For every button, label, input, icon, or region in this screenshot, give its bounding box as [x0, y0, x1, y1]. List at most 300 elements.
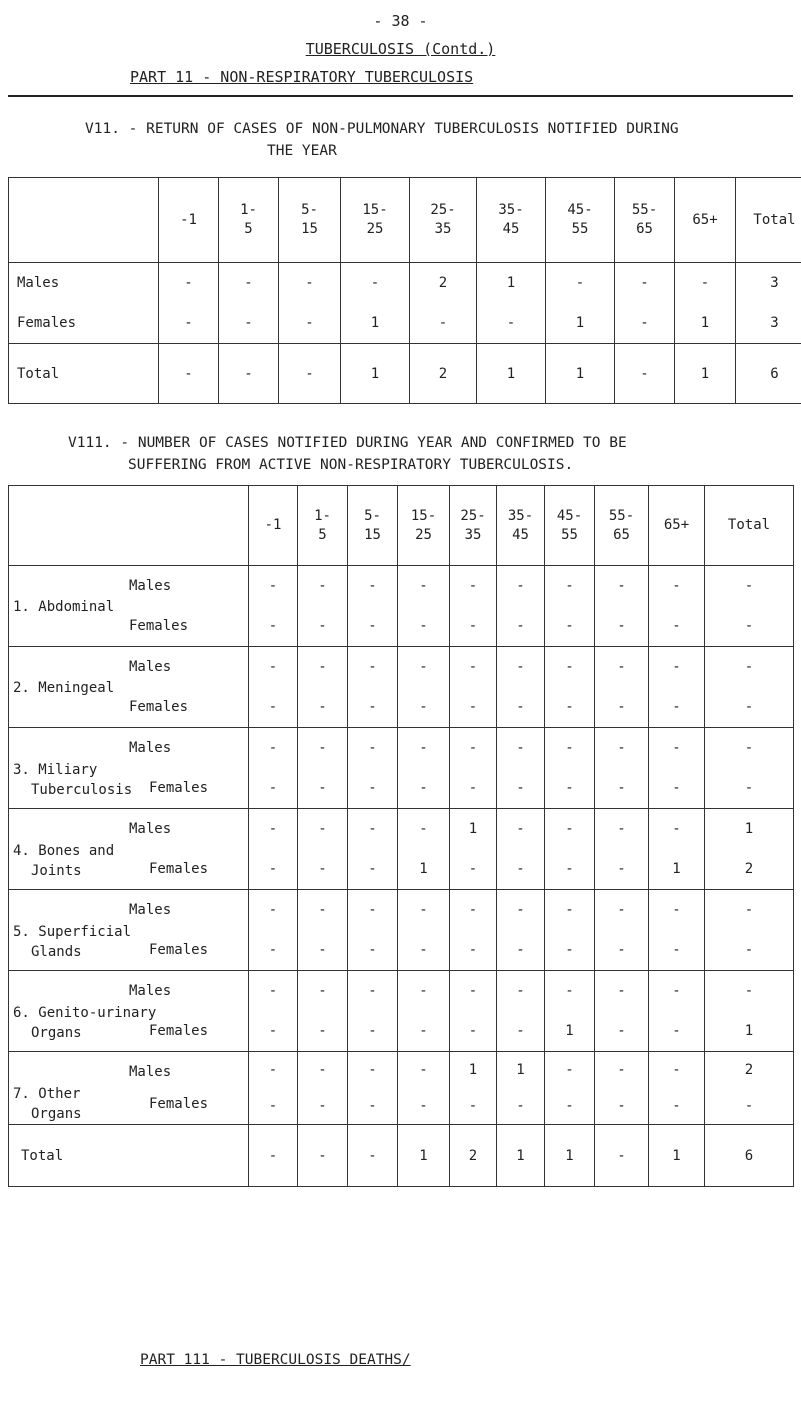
section8-group-label: [9, 890, 249, 971]
divider: [8, 95, 793, 97]
table-cell: -: [318, 1098, 327, 1114]
section8-cell-pair: [348, 566, 398, 647]
table-cell: -: [268, 942, 278, 958]
table-cell: 3: [770, 315, 779, 331]
section8-group-label: [9, 728, 249, 809]
group-name: 2. Meningeal: [13, 680, 115, 696]
table-cell: -: [368, 578, 377, 594]
table-cell: 2: [410, 344, 477, 404]
table-cell: -: [468, 902, 478, 918]
section8-cell-pair: [705, 728, 794, 809]
table-cell: -: [744, 618, 754, 634]
males-label: Males: [129, 983, 172, 999]
table-cell: -: [268, 618, 278, 634]
section8-cell-pair: [545, 1052, 595, 1125]
table-cell: -: [268, 1098, 278, 1114]
footer-continuation: PART 111 - TUBERCULOSIS DEATHS/: [140, 1352, 411, 1368]
table-cell: 6: [736, 344, 801, 404]
table-cell: -: [368, 618, 377, 634]
table-cell: 2: [744, 861, 754, 877]
group-name: 3. Miliary: [13, 762, 98, 778]
section8-cell-pair: [497, 728, 545, 809]
section8-cell-pair: [595, 728, 649, 809]
section8-cell-pair: [249, 728, 298, 809]
col-header-line: 5: [244, 221, 253, 237]
table-cell: -: [368, 659, 377, 675]
table-cell: -: [368, 1062, 377, 1078]
section8-title-line1: V111. - NUMBER OF CASES NOTIFIED DURING YEAR AND CONFIRMED TO BE: [68, 435, 627, 451]
col-header-line: 15-: [410, 507, 437, 524]
part-heading: PART 11 - NON-RESPIRATORY TUBERCULOSIS: [130, 68, 474, 86]
section8-group-row: [9, 809, 794, 890]
table-cell: -: [516, 942, 525, 958]
section8-col-header: [705, 486, 794, 566]
table-cell: -: [700, 275, 710, 291]
section8-cell-pair: [450, 647, 497, 728]
table-cell: -: [368, 740, 377, 756]
section7-col-header: [279, 178, 341, 263]
section7-col-header: [410, 178, 477, 263]
page-number: - 38 -: [373, 12, 428, 30]
section8-cell-pair: [398, 890, 450, 971]
table-cell: -: [516, 740, 525, 756]
group-name: 6. Genito-urinary: [13, 1005, 157, 1021]
col-header-line: 35: [464, 526, 482, 543]
table-cell: -: [565, 740, 574, 756]
section8-col-header: [450, 486, 497, 566]
table-cell: 1: [744, 821, 754, 837]
table-cell: -: [419, 1062, 428, 1078]
section7-col-header: [736, 178, 801, 263]
table-cell: -: [419, 618, 428, 634]
section8-cell-pair: [298, 890, 348, 971]
table-cell: 1: [565, 1023, 574, 1039]
table-cell: 2: [450, 1125, 497, 1187]
section8-cell-pair: [398, 809, 450, 890]
section8-cell-pair: [649, 728, 705, 809]
table-cell: 1: [672, 861, 681, 877]
table-cell: -: [617, 902, 626, 918]
col-header-line: 45: [512, 526, 529, 543]
table-cell: -: [617, 578, 626, 594]
section8-cell-pair: [595, 566, 649, 647]
section8-cell-pair: [249, 890, 298, 971]
group-name-cont: Tuberculosis: [31, 782, 133, 798]
col-header-line: 1-: [314, 507, 331, 524]
table-cell: -: [672, 780, 681, 796]
table-cell: -: [268, 861, 278, 877]
col-header-line: 55: [571, 221, 589, 237]
table-cell: 3: [770, 275, 779, 291]
table-cell: 1: [497, 1125, 545, 1187]
table-cell: -: [468, 659, 478, 675]
table-cell: -: [744, 699, 754, 715]
section8-cell-pair: [705, 566, 794, 647]
section8-col-header: [595, 486, 649, 566]
table-cell: 1: [468, 821, 478, 837]
table-cell: -: [419, 1098, 428, 1114]
table-cell: -: [268, 902, 278, 918]
table-cell: -: [744, 659, 754, 675]
table-cell: -: [565, 659, 574, 675]
table-cell: -: [368, 821, 377, 837]
col-header-line: 5: [318, 526, 327, 543]
section7-cell-pair: [477, 263, 546, 344]
section8-title-line2: SUFFERING FROM ACTIVE NON-RESPIRATORY TUBERCULOSIS.: [128, 457, 574, 473]
section8-cell-pair: [249, 809, 298, 890]
section7-cell-pair: [615, 263, 675, 344]
table-cell: -: [672, 1062, 681, 1078]
section8-cell-pair: [450, 890, 497, 971]
table-cell: 1: [675, 344, 736, 404]
col-header-line: 55-: [608, 507, 635, 524]
section8-col-header: [545, 486, 595, 566]
table-cell: -: [595, 1125, 649, 1187]
table-cell: -: [468, 983, 478, 999]
section8-group-row: [9, 728, 794, 809]
table-cell: -: [268, 578, 278, 594]
table-cell: -: [368, 1023, 377, 1039]
col-header-line: 15: [301, 221, 318, 237]
section8-group-label: [9, 1052, 249, 1125]
page-heading: TUBERCULOSIS (Contd.): [305, 40, 496, 58]
table-cell: -: [565, 578, 574, 594]
males-label: Males: [129, 821, 172, 837]
col-header-line: 45-: [567, 202, 593, 218]
table-cell: -: [318, 699, 327, 715]
section7-cell-pair: [410, 263, 477, 344]
table-cell: -: [744, 740, 754, 756]
table-cell: 1: [370, 315, 380, 331]
col-header-line: 55-: [631, 202, 658, 218]
table-cell: -: [268, 659, 278, 675]
col-header-line: 5-: [364, 507, 381, 524]
row-label: Females: [17, 315, 77, 331]
table-cell: -: [516, 902, 525, 918]
group-name-cont: Glands: [31, 944, 82, 960]
section7-col-header: [341, 178, 410, 263]
females-label: Females: [149, 780, 209, 796]
section8-cell-pair: [398, 647, 450, 728]
table-cell: -: [184, 315, 193, 331]
table-cell: -: [672, 699, 681, 715]
table-cell: 1: [649, 1125, 705, 1187]
table-cell: -: [617, 1062, 626, 1078]
table-cell: -: [640, 275, 649, 291]
col-header-line: 35-: [507, 507, 534, 524]
table-cell: -: [565, 983, 574, 999]
section8-col-header: [398, 486, 450, 566]
section8-cell-pair: [497, 1052, 545, 1125]
table-cell: -: [617, 780, 626, 796]
group-name: 5. Superficial: [13, 924, 132, 940]
section7-title-line1: V11. - RETURN OF CASES OF NON-PULMONARY TUBERCULOSIS NOTIFIED DURING: [85, 121, 679, 137]
section8-cell-pair: [398, 566, 450, 647]
section8-cell-pair: [298, 566, 348, 647]
col-header-line: 65+: [692, 211, 718, 228]
section8-cell-pair: [398, 1052, 450, 1125]
table-cell: 1: [398, 1125, 450, 1187]
col-header-line: 35: [434, 221, 452, 237]
table-cell: -: [617, 861, 626, 877]
section8-table: [8, 485, 794, 1187]
males-label: Males: [129, 740, 172, 756]
table-cell: -: [268, 699, 278, 715]
section8-cell-pair: [298, 728, 348, 809]
table-cell: -: [468, 1023, 478, 1039]
table-cell: -: [159, 344, 219, 404]
table-cell: -: [419, 659, 428, 675]
section7-col-header: [219, 178, 279, 263]
section7-total-row: [9, 344, 801, 404]
col-header-line: 65: [613, 526, 630, 543]
table-cell: -: [268, 1023, 278, 1039]
males-label: Males: [129, 578, 172, 594]
table-cell: -: [318, 659, 327, 675]
section8-header-row: [9, 486, 794, 566]
section7-cell-pair: [341, 263, 410, 344]
section8-cell-pair: [649, 647, 705, 728]
section8-cell-pair: [649, 971, 705, 1052]
table-cell: -: [219, 344, 279, 404]
section8-group-label: [9, 971, 249, 1052]
table-cell: 1: [516, 1062, 525, 1078]
table-cell: -: [419, 699, 428, 715]
table-cell: 6: [705, 1125, 794, 1187]
table-cell: 1: [546, 344, 615, 404]
group-name: 4. Bones and: [13, 843, 115, 859]
col-header-line: 45-: [556, 507, 583, 524]
table-cell: -: [468, 578, 478, 594]
col-header-line: 45: [502, 221, 520, 237]
table-cell: -: [617, 699, 626, 715]
table-cell: -: [184, 275, 193, 291]
section7-title: [85, 118, 679, 162]
section8-cell-pair: [705, 647, 794, 728]
table-cell: -: [468, 942, 478, 958]
section8-total-label: Total: [9, 1125, 249, 1187]
section8-cell-pair: [298, 647, 348, 728]
table-cell: -: [516, 618, 525, 634]
table-cell: 2: [744, 1062, 754, 1078]
females-label: Females: [149, 1096, 209, 1112]
section8-title: [68, 432, 627, 476]
section8-cell-pair: [649, 890, 705, 971]
section8-group-row: [9, 971, 794, 1052]
table-cell: 1: [506, 275, 516, 291]
table-cell: -: [617, 659, 626, 675]
table-cell: 1: [545, 1125, 595, 1187]
table-cell: -: [516, 861, 525, 877]
section7-table: [8, 177, 801, 404]
section8-cell-pair: [249, 647, 298, 728]
table-cell: -: [244, 275, 253, 291]
col-header-line: -1: [264, 517, 282, 533]
section8-col-header: [348, 486, 398, 566]
table-cell: -: [744, 902, 754, 918]
table-cell: -: [368, 780, 377, 796]
section7-cell-pair: [159, 263, 219, 344]
group-name: 1. Abdominal: [13, 599, 115, 615]
table-cell: -: [318, 1023, 327, 1039]
table-cell: -: [617, 740, 626, 756]
table-cell: -: [617, 942, 626, 958]
col-header-line: Total: [753, 211, 796, 228]
section8-cell-pair: [705, 890, 794, 971]
section8-col-header: [649, 486, 705, 566]
col-header-line: 5-: [301, 202, 318, 218]
table-cell: -: [516, 780, 525, 796]
section8-cell-pair: [249, 1052, 298, 1125]
section8-cell-pair: [705, 971, 794, 1052]
section8-cell-pair: [450, 1052, 497, 1125]
table-cell: -: [419, 1023, 428, 1039]
table-cell: -: [419, 902, 428, 918]
table-cell: 1: [419, 861, 428, 877]
table-cell: 1: [468, 1062, 478, 1078]
table-cell: -: [268, 821, 278, 837]
section8-cell-pair: [595, 1052, 649, 1125]
table-cell: -: [468, 740, 478, 756]
group-name-cont: Joints: [31, 863, 82, 879]
table-cell: -: [368, 983, 377, 999]
section8-group-label: [9, 809, 249, 890]
table-cell: -: [318, 578, 327, 594]
section8-cell-pair: [595, 647, 649, 728]
section8-cell-pair: [348, 647, 398, 728]
table-cell: 2: [438, 275, 448, 291]
section8-cell-pair: [450, 728, 497, 809]
table-cell: -: [565, 618, 574, 634]
table-cell: -: [565, 699, 574, 715]
table-cell: -: [565, 780, 574, 796]
table-cell: -: [298, 1125, 348, 1187]
section7-col-header: [546, 178, 615, 263]
table-cell: -: [672, 983, 681, 999]
table-cell: -: [438, 315, 448, 331]
table-cell: -: [617, 1098, 626, 1114]
row-label: Males: [17, 275, 60, 291]
col-header-line: 65: [636, 221, 653, 237]
col-header-line: 25: [366, 221, 384, 237]
section8-cell-pair: [705, 809, 794, 890]
table-cell: -: [506, 315, 516, 331]
table-cell: -: [318, 942, 327, 958]
table-cell: -: [468, 861, 478, 877]
section8-cell-pair: [348, 890, 398, 971]
section8-col-header: [249, 486, 298, 566]
section8-group-row: [9, 1052, 794, 1125]
section7-cell-pair: [736, 263, 801, 344]
table-cell: -: [565, 821, 574, 837]
table-cell: -: [468, 699, 478, 715]
section8-cell-pair: [450, 971, 497, 1052]
table-cell: -: [244, 315, 253, 331]
section8-cell-pair: [398, 728, 450, 809]
group-name-cont: Organs: [31, 1106, 82, 1122]
table-cell: -: [575, 275, 585, 291]
table-cell: -: [744, 1098, 754, 1114]
table-cell: 1: [341, 344, 410, 404]
table-cell: -: [617, 821, 626, 837]
table-cell: -: [318, 902, 327, 918]
section7-cell-pair: [546, 263, 615, 344]
table-cell: -: [370, 275, 380, 291]
table-cell: -: [368, 861, 377, 877]
table-cell: -: [419, 578, 428, 594]
section7-title-line2: THE YEAR: [267, 143, 337, 159]
table-cell: -: [305, 315, 314, 331]
table-cell: -: [318, 821, 327, 837]
table-cell: -: [368, 699, 377, 715]
table-cell: -: [617, 618, 626, 634]
table-cell: -: [268, 1062, 278, 1078]
section8-cell-pair: [249, 971, 298, 1052]
females-label: Females: [129, 699, 189, 715]
table-cell: -: [617, 1023, 626, 1039]
section8-cell-pair: [649, 566, 705, 647]
table-cell: 1: [700, 315, 710, 331]
section7-total-label: Total: [9, 344, 159, 404]
table-cell: -: [419, 942, 428, 958]
males-label: Males: [129, 902, 172, 918]
section8-cell-pair: [595, 971, 649, 1052]
section8-cell-pair: [348, 971, 398, 1052]
section7-corner-cell: [9, 178, 159, 263]
males-label: Males: [129, 1064, 172, 1080]
table-cell: -: [672, 659, 681, 675]
females-label: Females: [129, 618, 189, 634]
section8-cell-pair: [497, 566, 545, 647]
females-label: Females: [149, 1023, 209, 1039]
section8-cell-pair: [249, 566, 298, 647]
table-cell: -: [744, 983, 754, 999]
section8-cell-pair: [649, 1052, 705, 1125]
table-cell: -: [617, 983, 626, 999]
table-cell: -: [516, 659, 525, 675]
section8-cell-pair: [545, 647, 595, 728]
col-header-line: Total: [727, 517, 771, 533]
section8-cell-pair: [545, 971, 595, 1052]
section8-group-label: [9, 647, 249, 728]
section8-cell-pair: [348, 728, 398, 809]
table-cell: -: [672, 618, 681, 634]
table-cell: -: [368, 902, 377, 918]
table-cell: -: [268, 780, 278, 796]
table-cell: -: [565, 902, 574, 918]
section8-cell-pair: [497, 971, 545, 1052]
table-cell: -: [744, 942, 754, 958]
table-cell: -: [268, 983, 278, 999]
section8-cell-pair: [398, 971, 450, 1052]
col-header-line: 15: [364, 526, 381, 543]
table-cell: -: [615, 344, 675, 404]
col-header-line: 1-: [240, 202, 257, 218]
table-cell: -: [672, 942, 681, 958]
table-cell: -: [419, 740, 428, 756]
section8-total-row: [9, 1125, 794, 1187]
females-label: Females: [149, 942, 209, 958]
group-name-cont: Organs: [31, 1025, 82, 1041]
section8-group-row: [9, 647, 794, 728]
table-cell: -: [640, 315, 649, 331]
section8-cell-pair: [705, 1052, 794, 1125]
table-cell: -: [268, 740, 278, 756]
section7-col-header: [675, 178, 736, 263]
table-cell: -: [468, 1098, 478, 1114]
section7-col-header: [615, 178, 675, 263]
table-cell: -: [672, 821, 681, 837]
